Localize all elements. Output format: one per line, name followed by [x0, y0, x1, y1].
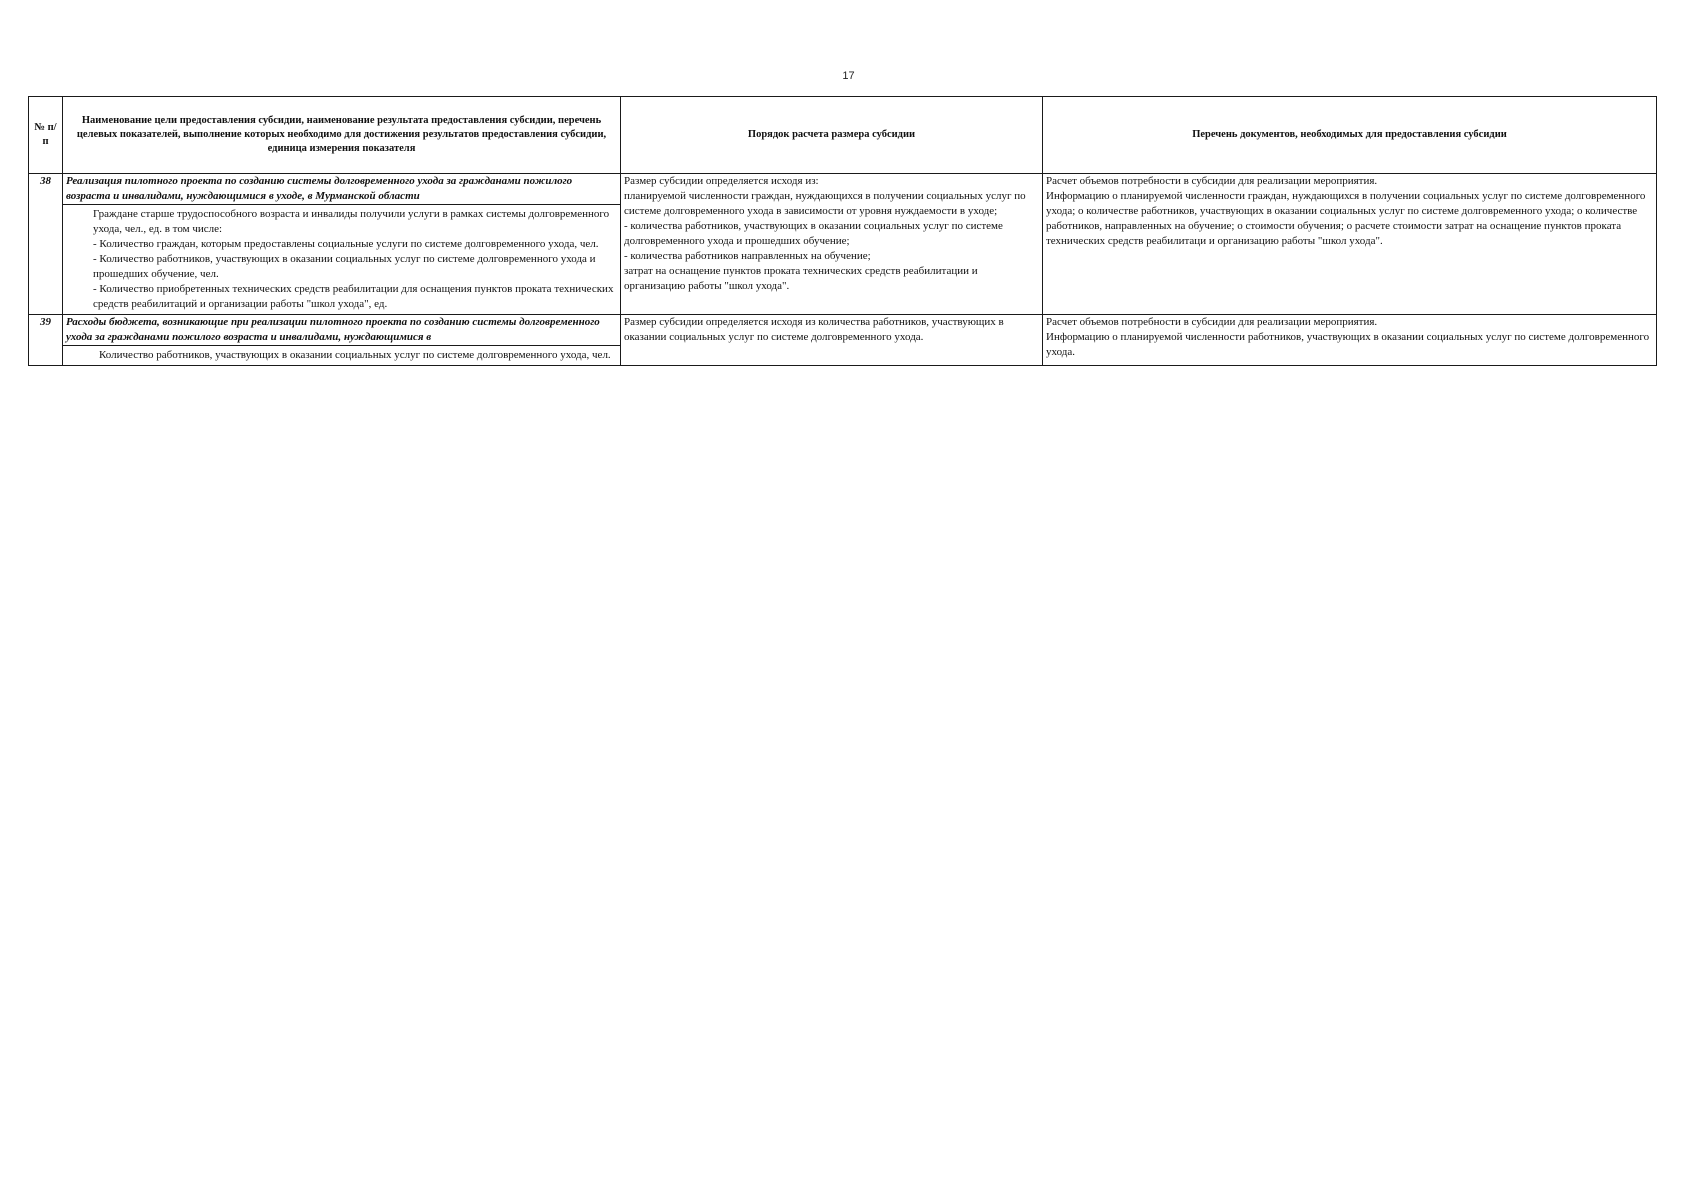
indicator-item: - Количество граждан, которым предоставлены социальные услуги по системе долговременного ухода, чел.	[93, 238, 599, 250]
docs-line: Расчет объемов потребности в субсидии для реализации мероприятия.	[1046, 316, 1378, 328]
page-number: 17	[842, 70, 855, 82]
header-docs: Перечень документов, необходимых для предоставления субсидии	[1043, 97, 1657, 174]
header-name: Наименование цели предоставления субсидии, наименование результата предоставления субсидии, перечень целевых показателей, выполнение которых необходимо для достижения результатов предоставления субсидии, единица измерения показателя	[63, 97, 621, 174]
indicator-item: - Количество работников, участвующих в оказании социальных услуг по системе долговременного ухода и прошедших обучение, чел.	[93, 253, 596, 280]
docs-line: Информацию о планируемой численности работников, участвующих в оказании социальных услуг по системе долговременного ухода.	[1046, 331, 1650, 358]
calc-line: Размер субсидии определяется исходя из:	[624, 175, 819, 187]
docs-cell	[1043, 315, 1657, 366]
row-number: 39	[29, 315, 63, 366]
calc-cell	[621, 174, 1043, 315]
docs-line: Расчет объемов потребности в субсидии для реализации мероприятия.	[1046, 175, 1378, 187]
result-block	[63, 204, 620, 314]
goal-text: Расходы бюджета, возникающие при реализации пилотного проекта по созданию системы долговременного ухода за гражданами пожилого возраста и инвалидами, нуждающимися в	[66, 316, 600, 343]
subsidy-table	[28, 96, 1657, 366]
table-row	[29, 174, 1657, 315]
name-cell	[63, 315, 621, 366]
goal-text: Реализация пилотного проекта по созданию системы долговременного ухода за гражданами пожилого возраста и инвалидами, нуждающимися в уходе, в Мурманской области	[66, 175, 573, 202]
result-block	[63, 345, 620, 365]
calc-line: - количества работников, участвующих в оказании социальных услуг по системе долговременного ухода и прошедших обучение;	[624, 220, 1003, 247]
docs-line: Информацию о планируемой численности граждан, нуждающихся в получении социальных услуг по системе долговременного ухода; о количестве работников, участвующих в оказании социальных услуг по системе долговременного ухода; о количестве работников, направленных на обучение; о стоимости обучения; о расчете стоимости затрат на оснащение пунктов проката технических средств реабилитаци и организацию работы "школ ухода".	[1046, 190, 1646, 247]
result-text: Количество работников, участвующих в оказании социальных услуг по системе долговременного ухода, чел.	[99, 349, 611, 361]
table-header-row	[29, 97, 1657, 174]
calc-line: планируемой численности граждан, нуждающихся в получении социальных услуг по системе долговременного ухода в зависимости от уровня нуждаемости в уходе;	[624, 190, 1026, 217]
row-number: 38	[29, 174, 63, 315]
indicator-item: - Количество приобретенных технических средств реабилитации для оснащения пунктов проката технических средств реабилитаций и организации работы "школ ухода", ед.	[93, 283, 614, 310]
calc-line: - количества работников направленных на обучение;	[624, 250, 871, 262]
result-text: Граждане старше трудоспособного возраста и инвалиды получили услуги в рамках системы долговременного ухода, чел., ед. в том числе:	[93, 208, 610, 235]
docs-cell	[1043, 174, 1657, 315]
header-num: № п/п	[29, 97, 63, 174]
name-cell	[63, 174, 621, 315]
calc-line: Размер субсидии определяется исходя из количества работников, участвующих в оказании социальных услуг по системе долговременного ухода.	[624, 316, 1004, 343]
header-calc: Порядок расчета размера субсидии	[621, 97, 1043, 174]
calc-line: затрат на оснащение пунктов проката технических средств реабилитации и организацию работы "школ ухода".	[624, 265, 978, 292]
table-row	[29, 315, 1657, 366]
calc-cell	[621, 315, 1043, 366]
